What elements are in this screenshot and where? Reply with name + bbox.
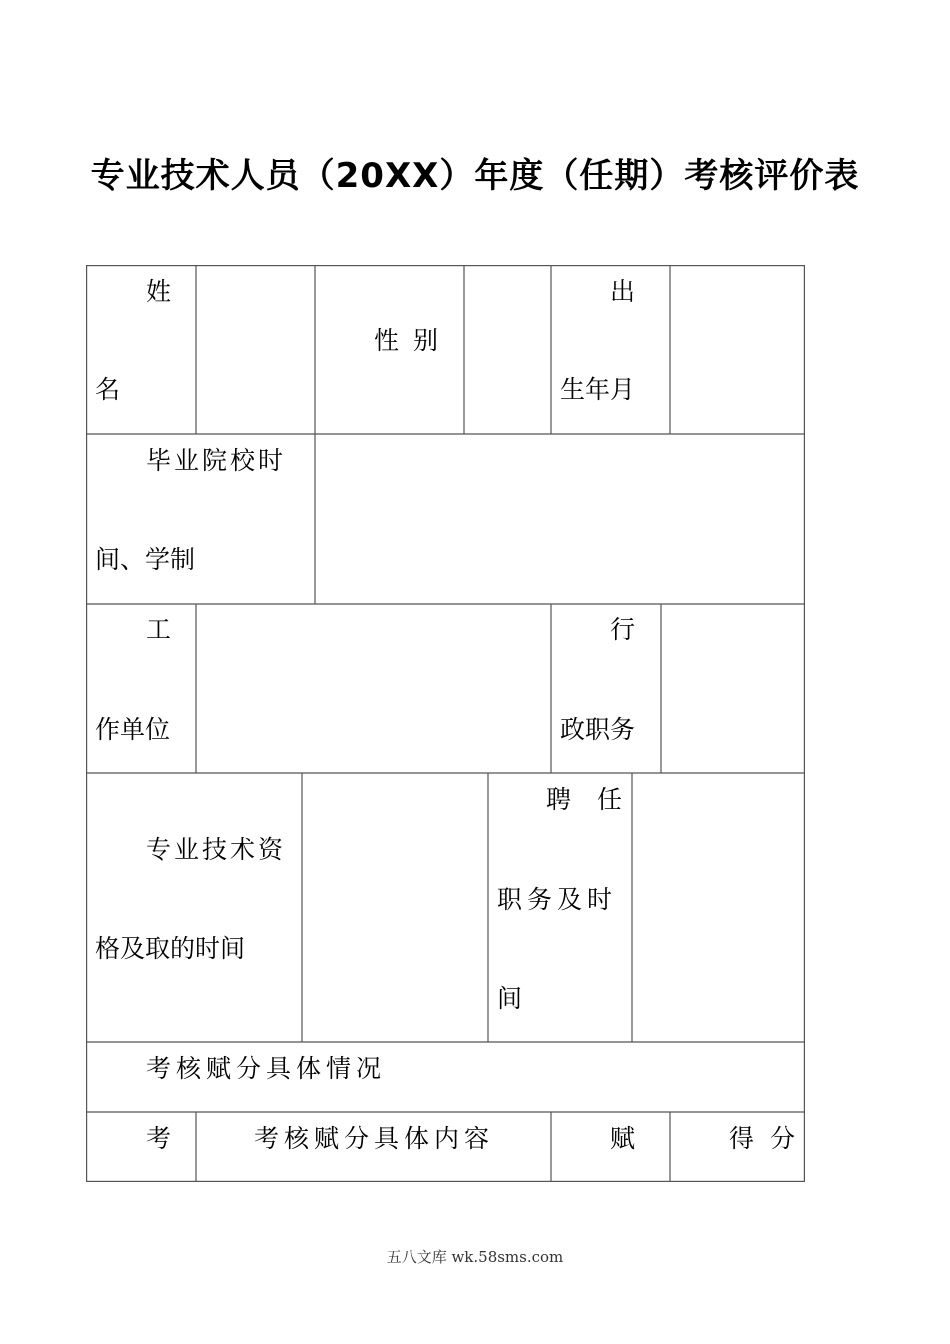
score-column-label: 得 分 (729, 1124, 795, 1153)
qualification-label-line2: 格及取的时间 (95, 934, 246, 963)
name-label-line2: 名 (95, 375, 121, 404)
admin-post-label-line2: 政职务 (560, 715, 636, 744)
scoring-section-label: 考核赋分具体情况 (146, 1054, 387, 1083)
form-grid-lines (86, 265, 805, 1182)
appointment-label-line3: 间 (497, 984, 523, 1013)
appointment-label-line2: 职务及时 (497, 885, 618, 914)
birth-label-line2: 生年月 (560, 375, 636, 404)
assessment-form-table (86, 265, 805, 1182)
page-title: 专业技术人员（20XX）年度（任期）考核评价表 (90, 156, 860, 196)
gender-label: 性 别 (374, 326, 438, 355)
school-label-line2: 间、学制 (95, 545, 196, 574)
page-footer: 五八文库 wk.58sms.com (386, 1248, 564, 1266)
appointment-label-line1: 聘 任 (546, 785, 622, 814)
scoring-content-column-label: 考核赋分具体内容 (254, 1124, 495, 1153)
qualification-label-line1: 专业技术资 (146, 835, 287, 864)
work-unit-label-line1: 工 (146, 615, 172, 644)
work-unit-label-line2: 作单位 (95, 715, 171, 744)
birth-label-line1: 出 (610, 277, 636, 306)
assessment-column-label: 考 (146, 1124, 172, 1153)
school-label-line1: 毕业院校时 (146, 446, 287, 475)
assigned-points-column-label: 赋 (610, 1124, 636, 1153)
admin-post-label-line1: 行 (610, 615, 636, 644)
name-label-line1: 姓 (146, 277, 172, 306)
